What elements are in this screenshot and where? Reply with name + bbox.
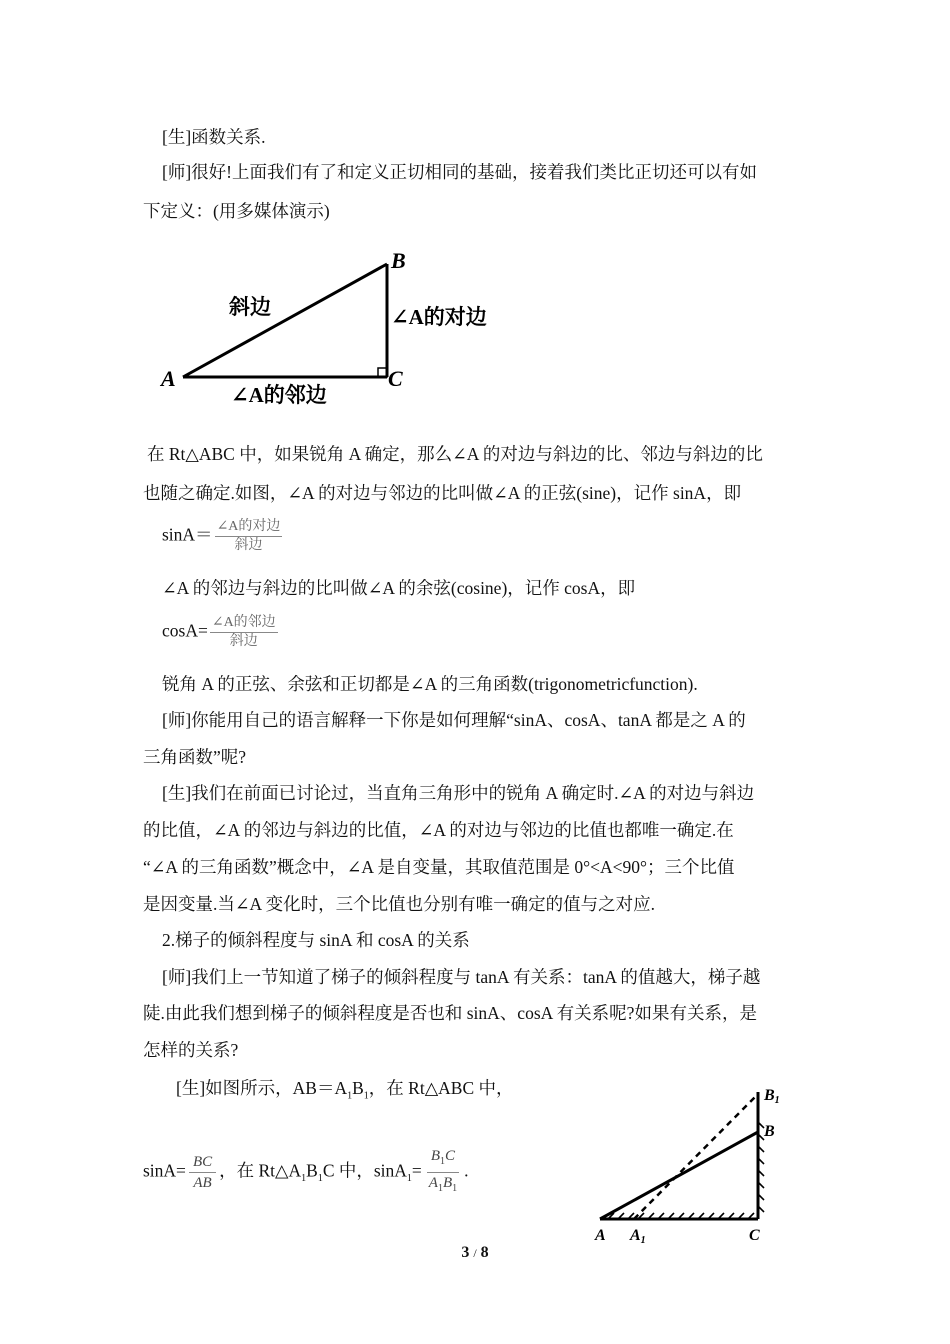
label-a: A [595,1227,606,1244]
bc-ab-fraction [189,1152,216,1193]
cos-numerator: ∠A的邻边 [210,614,278,633]
cos-fraction [210,614,278,651]
b1c-c: C [445,1148,456,1164]
page-current: 3 [461,1244,470,1261]
b1c-b: B [430,1148,441,1164]
vertex-a-label: A [161,366,176,391]
sin-formula [162,518,282,562]
para-13-mid2: C 中，sinA [322,1160,407,1181]
para-13 [143,1146,469,1196]
vertex-c-label: C [388,366,403,391]
para-2-line2: 下定义：(用多媒体演示) [143,201,330,221]
bc-numerator: BC [192,1154,213,1170]
cos-denominator: 斜边 [229,634,258,649]
adjacent-label: ∠A的邻边 [231,383,327,407]
para-13-sub2: 1 [317,1173,323,1185]
cos-formula-lhs: cosA= [162,620,208,641]
para-13-b: B [306,1160,318,1181]
para-11-line2: 陡.由此我们想到梯子的倾斜程度是否也和 sinA、cosA 有关系呢?如果有关系，是 [143,1003,757,1023]
sin-fraction [215,518,283,555]
para-5: ∠A 的邻边与斜边的比叫做∠A 的余弦(cosine)，记作 cosA，即 [162,578,636,598]
sin-denominator: 斜边 [234,538,263,553]
page-total: 8 [480,1244,489,1261]
a1b1-b: B [442,1175,453,1191]
para-7: 锐角 A 的正弦、余弦和正切都是∠A 的三角函数(trigonometricfunction). [162,674,698,694]
para-9-line1: [生]我们在前面已讨论过，当直角三角形中的锐角 A 确定时.∠A 的对边与斜边 [162,783,755,803]
label-c: C [749,1227,760,1244]
para-9-line2: 的比值，∠A 的邻边与斜边的比值，∠A 的对边与邻边的比值也都唯一确定.在 [143,820,734,840]
label-a1-sub: 1 [640,1235,646,1246]
label-b1 [763,1087,780,1106]
ladder-figure [590,1082,800,1247]
sin-a-lhs: sinA= [143,1160,186,1181]
label-a1-letter: A [630,1227,641,1244]
ladder-a1b1-dashed [634,1094,758,1219]
para-12-sub-b: 1 [363,1090,369,1102]
para-11-line3: 怎样的关系? [143,1040,239,1060]
para-13-sub3: 1 [406,1173,412,1185]
para-12-ab: AB＝A [292,1078,348,1098]
para-8-line1: [师]你能用自己的语言解释一下你是如何理解“sinA、cosA、tanA 都是之 A 的 [162,710,746,730]
para-12-prefix: [生]如图所示， [176,1078,293,1098]
opposite-label: ∠A的对边 [391,305,487,329]
para-13-end: . [464,1160,469,1181]
para-12 [176,1077,514,1108]
vertex-b-label: B [391,248,406,273]
para-13-mid1: ，在 Rt△A [219,1160,302,1181]
para-10: 2.梯子的倾斜程度与 sinA 和 cosA 的关系 [162,930,470,950]
para-12-b: B [352,1078,364,1098]
para-8-line2: 三角函数”呢? [143,747,247,767]
label-b: B [764,1123,775,1140]
para-2-line1: [师]很好!上面我们有了和定义正切相同的基础，接着我们类比正切还可以有如 [162,162,757,182]
b1c-a1b1-fraction [425,1146,461,1199]
page-separator: / [473,1246,477,1260]
cos-formula [162,614,278,658]
page-number [0,1244,950,1262]
a1b1-sub-a: 1 [437,1183,443,1194]
triangle-figure [155,242,525,412]
para-13-eq: = [411,1160,422,1181]
b1c-sub: 1 [440,1156,446,1167]
para-9-line3: “∠A 的三角函数”概念中，∠A 是自变量，其取值范围是 0°<A<90°；三个比值 [143,857,735,877]
ladder-ab [600,1132,758,1219]
para-1: [生]函数关系. [162,127,266,147]
hypotenuse-line [183,264,387,377]
hypotenuse-label: 斜边 [229,295,271,319]
para-3-line2: 也随之确定.如图，∠A 的对边与邻边的比叫做∠A 的正弦(sine)，记作 sinA，即 [143,483,742,503]
ab-denominator: AB [193,1175,212,1191]
para-3-line1: 在 Rt△ABC 中，如果锐角 A 确定，那么∠A 的对边与斜边的比、邻边与斜边的比 [147,444,763,464]
a1b1-a: A [428,1175,438,1191]
para-11-line1: [师]我们上一节知道了梯子的倾斜程度与 tanA 有关系：tanA 的值越大，梯子越 [162,967,761,987]
sin-numerator: ∠A的对边 [215,518,283,537]
sin-formula-lhs: sinA＝ [162,524,213,545]
para-9-line4: 是因变量.当∠A 变化时，三个比值也分别有唯一确定的值与之对应. [143,894,655,914]
para-12-suffix: ，在 Rt△ABC 中， [368,1078,514,1098]
para-13-sub1: 1 [301,1173,307,1185]
label-b1-sub: 1 [774,1095,780,1106]
label-b1-letter: B [764,1087,775,1104]
a1b1-sub-b: 1 [452,1183,458,1194]
para-12-sub-a: 1 [347,1090,353,1102]
